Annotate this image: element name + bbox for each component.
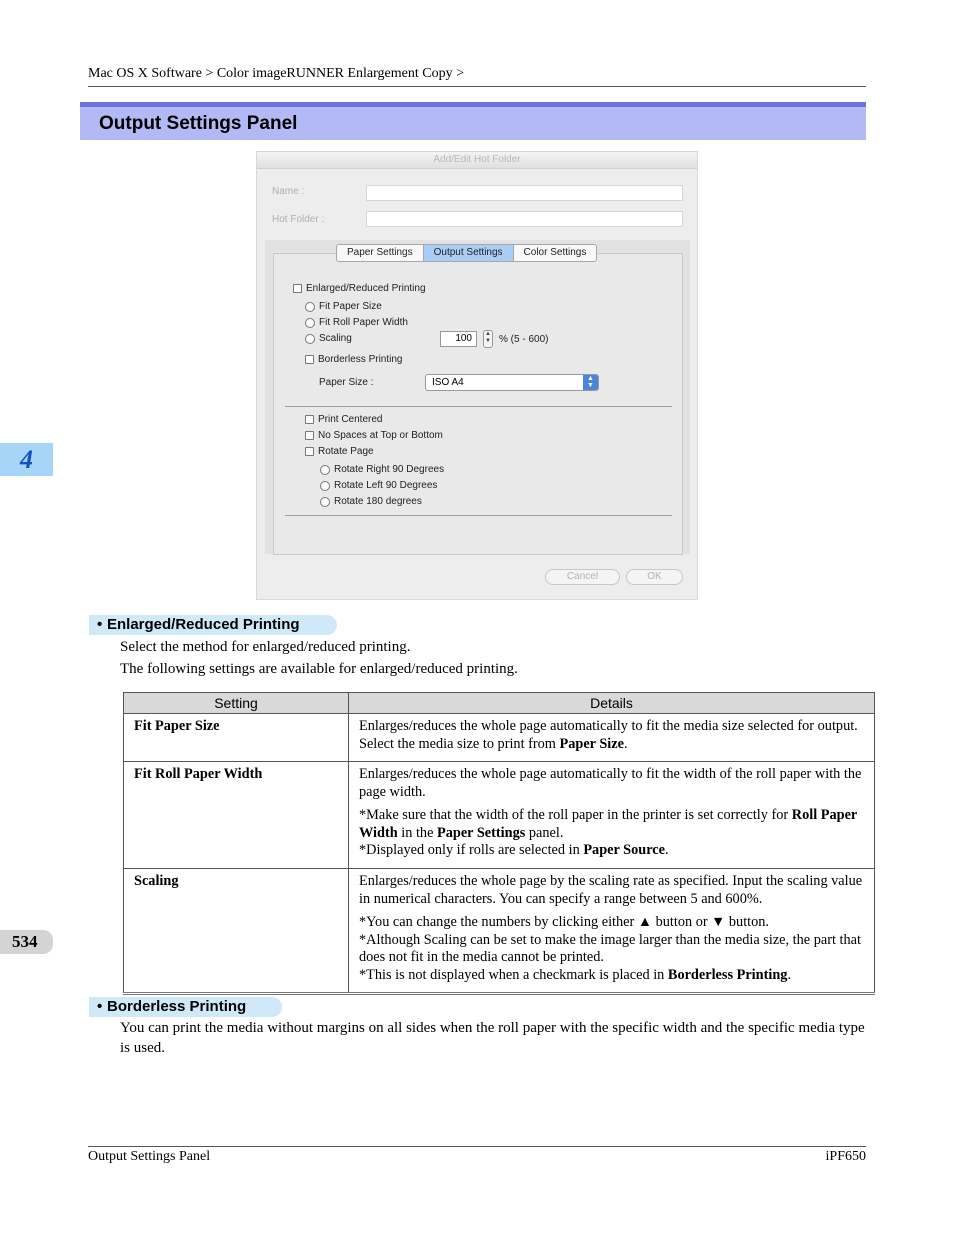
- rotate-180-radio[interactable]: [320, 496, 422, 507]
- footer-section-title: Output Settings Panel: [88, 1149, 211, 1164]
- paragraph: Select the method for enlarged/reduced printing.: [120, 639, 411, 655]
- details-text: *This is not displayed when a checkmark is placed in: [359, 966, 668, 983]
- enlarged-reduced-checkbox[interactable]: [293, 283, 426, 294]
- rotate-left-radio[interactable]: [320, 480, 437, 491]
- details-text: panel.: [525, 824, 564, 841]
- section-title: Output Settings Panel: [99, 113, 298, 134]
- scaling-range: % (5 - 600): [499, 334, 549, 345]
- rotate-180-label: Rotate 180 degrees: [334, 496, 422, 507]
- details-text: Enlarges/reduces the whole page automatically to fit the media size selected for output. Select the media size to print from: [359, 718, 858, 752]
- details-text: Enlarges/reduces the whole page by the scaling rate as specified. Input the scaling value in numerical characters. You can specify a range between 5 and 600%.: [359, 873, 863, 907]
- paper-size-value: ISO A4: [432, 377, 464, 388]
- details-text: .: [787, 966, 792, 983]
- print-centered-checkbox[interactable]: [305, 414, 382, 425]
- tab-color-settings[interactable]: Color Settings: [523, 247, 587, 258]
- paper-size-label: Paper Size :: [319, 377, 374, 388]
- name-input[interactable]: [366, 185, 683, 201]
- scaling-input[interactable]: 100: [440, 331, 477, 347]
- breadcrumb: Mac OS X Software > Color imageRUNNER Enlargement Copy >: [88, 66, 464, 81]
- details-bold: Borderless Printing: [667, 966, 788, 983]
- fit-roll-paper-width-label: Fit Roll Paper Width: [319, 317, 408, 328]
- header-details: Details: [349, 693, 875, 714]
- paper-size-select[interactable]: [425, 374, 599, 391]
- footer-rule: [88, 1146, 866, 1147]
- checkbox-icon: [305, 447, 314, 456]
- settings-table: [123, 692, 875, 995]
- setting-cell: Fit Paper Size: [124, 714, 349, 762]
- radio-icon: [320, 481, 330, 491]
- details-text: .: [623, 735, 628, 752]
- rotate-page-label: Rotate Page: [318, 446, 374, 457]
- checkbox-icon: [293, 284, 302, 293]
- footer-model: iPF650: [825, 1149, 866, 1164]
- details-cell: [349, 762, 875, 869]
- cancel-button[interactable]: Cancel: [545, 569, 620, 585]
- table-row: [124, 762, 875, 869]
- chapter-tab[interactable]: 4: [0, 443, 53, 476]
- hot-folder-label: Hot Folder :: [272, 214, 325, 225]
- stepper-up-icon: ▲: [485, 331, 491, 337]
- bullet-enlarged-reduced: • Enlarged/Reduced Printing: [89, 615, 337, 635]
- details-bold: Roll Paper Width: [359, 807, 858, 841]
- table-row: [124, 714, 875, 762]
- header-setting: Setting: [124, 693, 349, 714]
- fit-paper-size-radio[interactable]: [305, 301, 382, 312]
- radio-icon: [320, 465, 330, 475]
- details-text: *Although Scaling can be set to make the image larger than the media size, the part that does not fit in the media cannot be printed.: [359, 931, 861, 965]
- details-cell: [349, 869, 875, 994]
- paragraph: You can print the media without margins on all sides when the roll paper with the specific width and the specific media type is used.: [120, 1020, 865, 1056]
- section-header: [80, 102, 866, 140]
- details-bold: Paper Source: [583, 842, 665, 858]
- radio-icon: [305, 334, 315, 344]
- scaling-label: Scaling: [319, 333, 352, 344]
- stepper-down-icon: ▼: [485, 338, 491, 344]
- borderless-printing-checkbox[interactable]: [305, 354, 402, 365]
- rotate-page-checkbox[interactable]: [305, 446, 374, 457]
- setting-cell: Fit Roll Paper Width: [124, 762, 349, 869]
- scaling-radio[interactable]: [305, 333, 352, 344]
- radio-icon: [305, 318, 315, 328]
- table-header-row: [124, 693, 875, 714]
- tab-output-settings[interactable]: Output Settings: [424, 245, 514, 261]
- no-spaces-label: No Spaces at Top or Bottom: [318, 430, 443, 441]
- details-bold: Paper Settings: [437, 824, 526, 841]
- details-text: .: [665, 842, 669, 858]
- enlarged-reduced-label: Enlarged/Reduced Printing: [306, 283, 426, 294]
- details-bold: Paper Size: [559, 735, 624, 752]
- setting-cell: Scaling: [124, 869, 349, 994]
- add-edit-hot-folder-dialog: [256, 151, 698, 600]
- name-label: Name :: [272, 186, 305, 197]
- details-text: *You can change the numbers by clicking either ▲ button or ▼ button.: [359, 914, 770, 930]
- table-row: [124, 869, 875, 994]
- scaling-stepper[interactable]: [483, 330, 493, 348]
- settings-tabs: [336, 244, 597, 262]
- separator: [285, 515, 672, 516]
- radio-icon: [320, 497, 330, 507]
- radio-icon: [305, 302, 315, 312]
- fit-roll-paper-width-radio[interactable]: [305, 317, 408, 328]
- details-cell: [349, 714, 875, 762]
- rotate-left-label: Rotate Left 90 Degrees: [334, 480, 438, 491]
- select-arrows-icon: ▲ ▼: [583, 375, 598, 390]
- separator: [285, 406, 672, 407]
- details-text: *Make sure that the width of the roll paper in the printer is set correctly for: [359, 807, 792, 823]
- details-text: *Displayed only if rolls are selected in: [359, 842, 584, 858]
- checkbox-icon: [305, 431, 314, 440]
- no-spaces-checkbox[interactable]: [305, 430, 443, 441]
- rotate-right-radio[interactable]: [320, 464, 444, 475]
- details-text: Enlarges/reduces the whole page automatically to fit the width of the roll paper with the page width.: [359, 766, 862, 800]
- tab-paper-settings[interactable]: Paper Settings: [337, 245, 424, 261]
- tab-content-panel: [273, 253, 683, 555]
- dialog-title: Add/Edit Hot Folder: [257, 152, 697, 169]
- checkbox-icon: [305, 355, 314, 364]
- paragraph: The following settings are available for enlarged/reduced printing.: [120, 661, 518, 677]
- hot-folder-input[interactable]: [366, 211, 683, 227]
- checkbox-icon: [305, 415, 314, 424]
- ok-button[interactable]: OK: [626, 569, 683, 585]
- fit-paper-size-label: Fit Paper Size: [319, 301, 382, 312]
- bullet-borderless-printing: • Borderless Printing: [89, 997, 282, 1017]
- borderless-printing-label: Borderless Printing: [318, 354, 403, 365]
- page-number: 534: [0, 930, 53, 954]
- print-centered-label: Print Centered: [318, 414, 383, 425]
- rotate-right-label: Rotate Right 90 Degrees: [334, 464, 445, 475]
- header-rule: [88, 86, 866, 87]
- details-text: in the: [397, 824, 437, 841]
